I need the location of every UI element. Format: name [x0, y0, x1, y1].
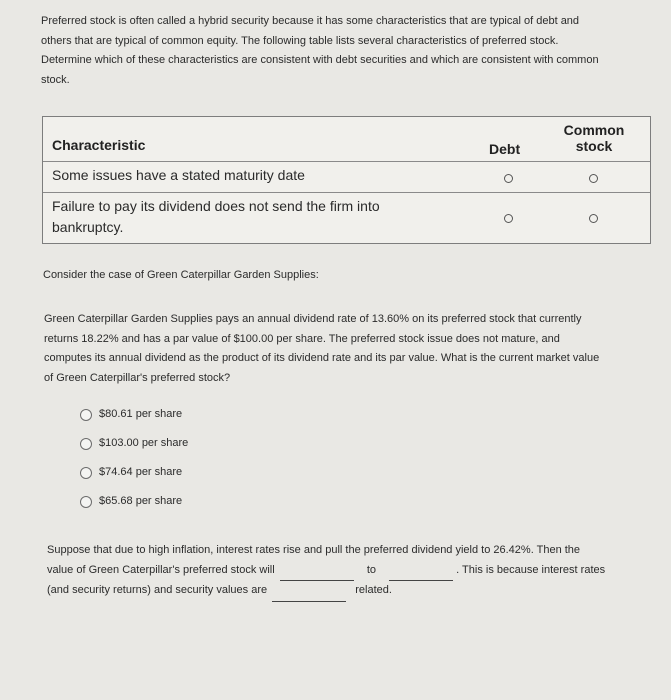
option-1-radio[interactable] — [80, 409, 92, 421]
option-2-label[interactable]: $103.00 per share — [99, 437, 189, 449]
value-target-dropdown[interactable] — [389, 561, 453, 582]
row-2-label — [52, 196, 380, 238]
header-common — [559, 122, 629, 154]
header-characteristic: Characteristic — [52, 137, 146, 153]
followup-line-3-part-a: (and security returns) and security values are — [47, 584, 268, 596]
option-3-label[interactable]: $74.64 per share — [99, 466, 183, 478]
case-intro: Consider the case of Green Caterpillar Garden Supplies: — [43, 269, 319, 281]
question-line-1: Green Caterpillar Garden Supplies pays an annual dividend rate of 13.60% on its preferred stock that currently — [44, 313, 582, 325]
characteristics-table — [42, 116, 651, 244]
option-3-radio[interactable] — [80, 467, 92, 479]
table-divider — [43, 161, 650, 162]
header-common-line-2: stock — [575, 138, 613, 154]
option-4-label[interactable]: $65.68 per share — [99, 495, 183, 507]
table-divider — [43, 192, 650, 193]
followup-line-3-part-b: related. — [355, 584, 392, 596]
followup-line-3 — [47, 581, 662, 602]
question-line-4: of Green Caterpillar's preferred stock? — [44, 371, 231, 384]
intro-line-3: Determine which of these characteristics are consistent with debt securities and which are consistent with common — [41, 54, 599, 66]
row-2-debt-radio[interactable] — [504, 214, 513, 223]
question-line-2: returns 18.22% and has a par value of $100.00 per share. The preferred stock issue does not mature, and — [44, 332, 560, 345]
question-paragraph — [44, 310, 664, 388]
relation-dropdown[interactable] — [272, 581, 346, 602]
row-1-debt-radio[interactable] — [504, 174, 513, 183]
followup-line-2-part-c: . This is because interest rates — [456, 563, 606, 576]
option-2-radio[interactable] — [80, 438, 92, 450]
option-1-label[interactable]: $80.61 per share — [99, 408, 183, 420]
followup-line-2 — [47, 561, 662, 582]
intro-line-2: others that are typical of common equity. The following table lists several characteristics of preferred stock. — [41, 34, 559, 47]
row-2-label-line-1: Failure to pay its dividend does not send the firm into — [52, 198, 380, 214]
followup-line-2-part-b: to — [366, 563, 377, 576]
header-common-line-1: Common — [563, 122, 625, 138]
question-line-3: computes its annual dividend as the product of its dividend rate and its par value. What is the current market value — [44, 352, 600, 364]
option-4-radio[interactable] — [80, 496, 92, 508]
followup-line-1: Suppose that due to high inflation, interest rates rise and pull the preferred dividend yield to 26.42%. Then the — [47, 544, 581, 556]
row-2-label-line-2: bankruptcy. — [52, 219, 124, 235]
row-1-label: Some issues have a stated maturity date — [52, 167, 305, 183]
header-debt: Debt — [489, 141, 521, 157]
row-1-common-radio[interactable] — [589, 174, 598, 183]
row-2-common-radio[interactable] — [589, 214, 598, 223]
intro-line-1: Preferred stock is often called a hybrid security because it has some characteristics that are typical of debt and — [41, 15, 580, 27]
value-direction-dropdown[interactable] — [280, 561, 354, 582]
intro-line-4: stock. — [41, 73, 70, 86]
followup-paragraph — [47, 541, 662, 602]
intro-paragraph — [41, 12, 661, 90]
followup-line-2-part-a: value of Green Caterpillar's preferred stock will — [47, 563, 275, 576]
